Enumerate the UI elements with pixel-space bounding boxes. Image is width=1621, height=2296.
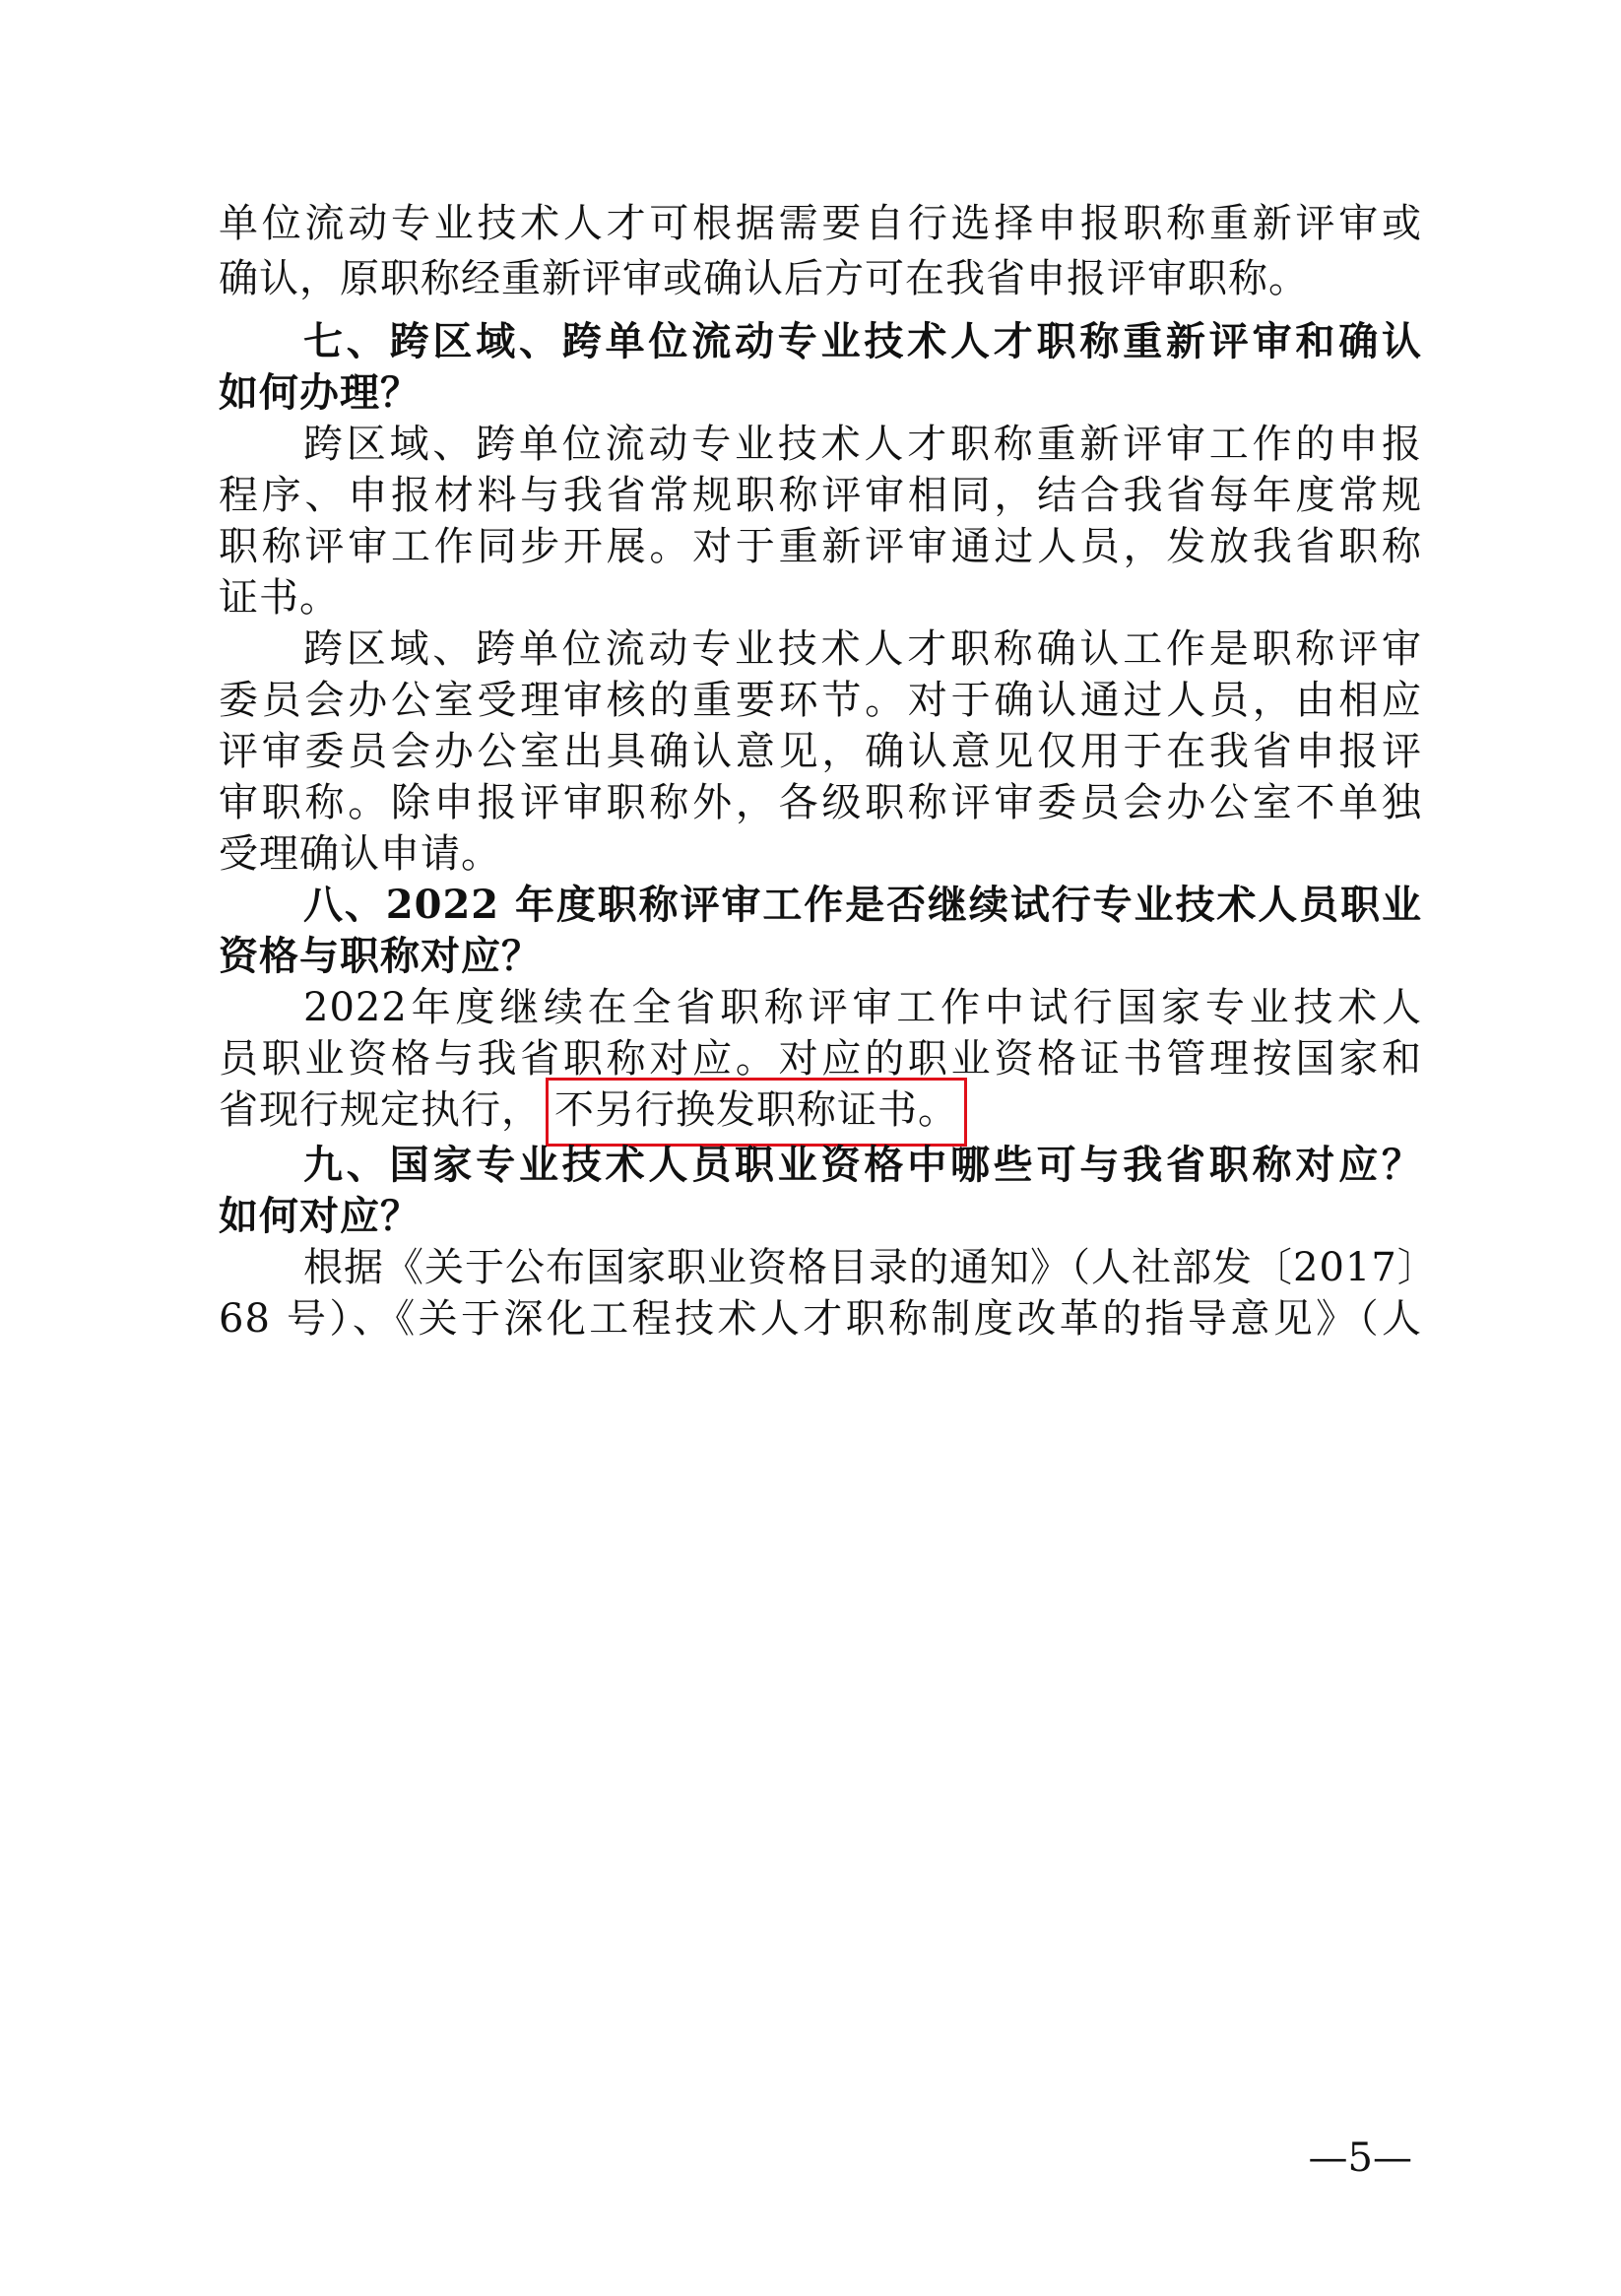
section-heading-8: 八、2022 年度职称评审工作是否继续试行专业技术人员职业 <box>303 882 1422 928</box>
section-heading-7-cont: 如何办理？ <box>219 369 421 416</box>
body-text-line: 2022年度继续在全省职称评审工作中试行国家专业技术人 <box>303 985 1422 1030</box>
body-text-line: 证书。 <box>219 575 340 621</box>
section-heading-8-cont: 资格与职称对应？ <box>219 933 542 979</box>
body-text-line: 员职业资格与我省职称对应。对应的职业资格证书管理按国家和 <box>219 1036 1422 1082</box>
section-heading-7: 七、跨区域、跨单位流动专业技术人才职称重新评审和确认 <box>303 318 1422 364</box>
body-text-line: 单位流动专业技术人才可根据需要自行选择申报职称重新评审或 <box>219 201 1422 246</box>
body-text-line: 跨区域、跨单位流动专业技术人才职称确认工作是职称评审 <box>303 626 1422 672</box>
highlight-box: 不另行换发职称证书。 <box>546 1078 967 1147</box>
body-text-line: 委员会办公室受理审核的重要环节。对于确认通过人员，由相应 <box>219 678 1422 723</box>
body-text-line: 程序、申报材料与我省常规职称评审相同，结合我省每年度常规 <box>219 473 1422 518</box>
body-text-line: 评审委员会办公室出具确认意见，确认意见仅用于在我省申报评 <box>219 729 1422 774</box>
section-heading-9: 九、国家专业技术人员职业资格中哪些可与我省职称对应？ <box>303 1142 1422 1188</box>
body-text-line: 68 号）、《关于深化工程技术人才职称制度改革的指导意见》（人 <box>219 1296 1422 1342</box>
page-number: —5— <box>1308 2135 1412 2181</box>
body-text-line: 确认，原职称经重新评审或确认后方可在我省申报评审职称。 <box>219 256 1309 301</box>
body-text-line: 跨区域、跨单位流动专业技术人才职称重新评审工作的申报 <box>303 422 1422 467</box>
body-text-line: 受理确认申请。 <box>219 831 501 877</box>
body-text-segment: 省现行规定执行， <box>219 1087 542 1133</box>
section-heading-9-cont: 如何对应？ <box>219 1193 421 1239</box>
body-text-line: 审职称。除申报评审职称外，各级职称评审委员会办公室不单独 <box>219 780 1422 825</box>
body-text-line: 根据《关于公布国家职业资格目录的通知》（人社部发〔2017〕 <box>303 1245 1438 1290</box>
body-text-line: 职称评审工作同步开展。对于重新评审通过人员，发放我省职称 <box>219 524 1422 569</box>
